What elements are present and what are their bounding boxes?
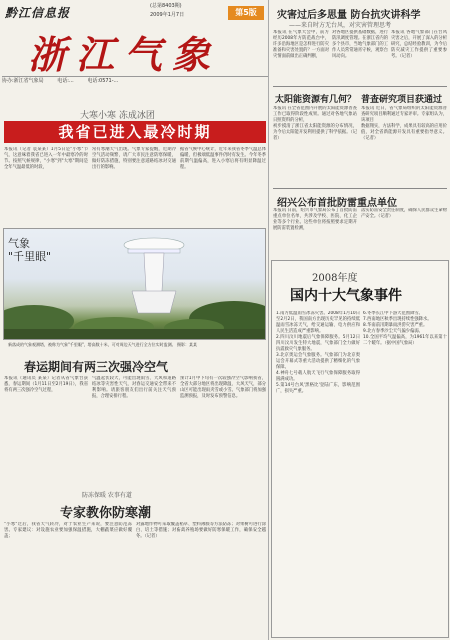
issue-serial: (总第8403期) [150,3,182,9]
spring-article-col-3: 预计1月中下旬有一次较强冷空气影响我省，全省大部分地区将出现降温、大风天气，部分山区可能出现雨夹雪或小雪。气象部门将加强监测预报，及时发布预警信息。 [180,376,266,399]
solar-resource-article: 本报讯 在全省范围内开展的太阳能资源普查工作已取得阶段性成果。通过对各地气象站日照资料的分析， 初步摸清了浙江省太阳能资源的分布情况，为今后太阳能开发利用提供了科学依据。（记者） [273,106,357,141]
masthead-strip [0,0,268,22]
tips-article-col-2: 对露地作物可采取覆盖稻草、塑料薄膜等方法防冻；对果树可进行涂白、培土等措施；对畜禽养殖场要做好防寒保暖工作，确保安全越冬。（记者） [136,522,266,539]
banner-article-col-2: 常有寒潮天气出现。气象专家提醒，近期冷空气活动频繁，请广大市民注意防寒保暖，做好防冻措施，特别要注意道路结冰对交通出行的影响。 [92,147,176,170]
top-ten-headline: 国内十大气象事件 [290,288,402,304]
phone-number: 电话:0571-... [87,78,119,84]
photo-caption: 气象 "千里眼" [8,237,52,263]
banner-kicker: 大寒小寒 冻成冰团 [80,111,155,121]
section-subline [2,76,268,86]
banner-article-col-1: 本报讯（记者 袁某某）1月5日是"小寒"节气，这意味着我省已进入一年中最寒冷的时节。按照气候规律，"小寒"到"大寒"期间是全年气温最低的时段， [4,147,88,170]
disaster-col-3: 本报讯 各地气象部门在台风灾害之后，开展了深入的分析研究，总结经验教训，为今后防灾减灾工作提供了重要参考。（记者） [391,30,447,59]
banner-headline: 我省已进入最冷时期 [4,121,266,143]
lightning-headline: 绍兴公布首批防雷重点单位 [277,198,397,209]
tips-article-col-1: "小寒"过后，我省天气转冷，对于农业生产来说，要注意防范冻害。专家建议：对设施农业要加强保温措施，大棚蔬菜应做好覆盖； [4,522,132,539]
top-ten-box [271,260,449,638]
divider [273,86,447,87]
co-organizer: 协办:浙江省气象局 [2,78,44,84]
top-ten-year: 2008年度 [312,273,358,284]
tips-headline: 专家教你防寒潮 [60,506,152,521]
tips-kicker: 防冻保暖 农事有道 [82,492,132,499]
phone-label: 电话:... [57,78,74,84]
disaster-col-1: 本报讯 在气象大会中，前方经历2008年方防范战台中，许多沿海地区是怎样进行防灾准备和灾害处置的？一方面对灾情面前做出正确判断， [273,30,329,59]
top-ten-col-2: 6.冬季长江中下游大范围降雪。 7.西南地区秋季出现持续性强降水。 8.华南前汛期暴雨洪涝灾害严重。 9.北方春季沙尘天气偏少偏弱。 10.全国平均气温偏高，为1961年以来第十二个暖年。（据中国气象局） [363,311,447,346]
banner-article-col-3: 据省气候中心统计，近年来我省冬季气温总体偏暖，但极端低温事件仍时有发生。今年冬季前期气温偏高，进入小寒后将有明显降温过程。 [180,147,266,170]
solar-project-headline: 普查研究项目获通过 [361,95,443,105]
photo-note: 新落成的气象观测塔，被称为气象"千里眼"，塔高数十米，可对周边天气进行全方位实时监测。 摄影：某某 [8,342,197,347]
top-ten-col-1: 1.南方低温雨雪冰冻灾害。2008年1月10日至2月2日，我国南方出现历史罕见的持续低温雨雪冰冻天气，给交通运输、电力供应和人民生活造成严重影响。 2.四川汶川地震后气象保障服务。5月12日四川汶川发生特大地震，气象部门全力做好抗震救灾气象服务。 3.北京奥运会气象服务。气象部门为北京奥运会开幕式等重大活动提供了精细化的气象保障。 4.神舟七号载人航天飞行气象保障服务取得圆满成功。 5.第14号台风'黑格比'登陆广东，影响范围广，损失严重。 [276,311,360,394]
disaster-subhead: ——来自时方无台风，对灾害管理思考 [289,22,392,29]
page-number-badge: 第5版 [228,6,264,20]
spring-article-col-2: 气温起伏较大，可能出现雨雪、大风和道路结冰等灾害性天气，对春运交通安全带来不利影响。请旅客朋友们出行前关注天气预报，合理安排行程。 [92,376,176,399]
lightning-col-1: 本报讯 日前，绍兴市气象局公布了首批防雷重点单位名单，共涉及学校、医院、化工企业等多个行业。这些单位将按照要求定期开展防雷装置检测， [273,208,357,231]
divider [273,188,447,189]
disaster-col-2: 对各地区提供基础数据，进行防汛调度管理。在浙江省内的多个县市，当地气象部门的工作人员常常通宵守候，观察台风动向。 [332,30,388,59]
right-column [268,0,450,640]
spring-headline: 春运期间有两三次强冷空气 [24,360,169,374]
lightning-col-2: 落实防雷安全责任制度，确保人民群众生命财产安全。（记者） [361,208,447,219]
weather-tower-photo [3,228,266,340]
disaster-headline: 灾害过后多思量 防台抗灾讲科学 [277,10,421,21]
paper-logo: 黔江信息报 [5,6,71,20]
solar-project-article: 本报讯 近日，省气象局组织的太阳能资源普查研究项目顺利通过专家评审。专家组认为，该项目 数据翔实，方法科学，成果具有较高的应用价值，对全省新能源开发具有重要指导意义。（记者） [361,106,447,141]
section-title: 浙江气象 [28,32,221,77]
publication-date: 2009年1月7日 [150,12,185,18]
spring-article-col-1: 本报讯（通讯员 某某）记者从省气象台获悉，春运期间（1月11日至2月19日），我省将有两三次强冷空气过程， [4,376,88,393]
solar-resource-headline: 太阳能资源有几何？ [275,95,357,105]
